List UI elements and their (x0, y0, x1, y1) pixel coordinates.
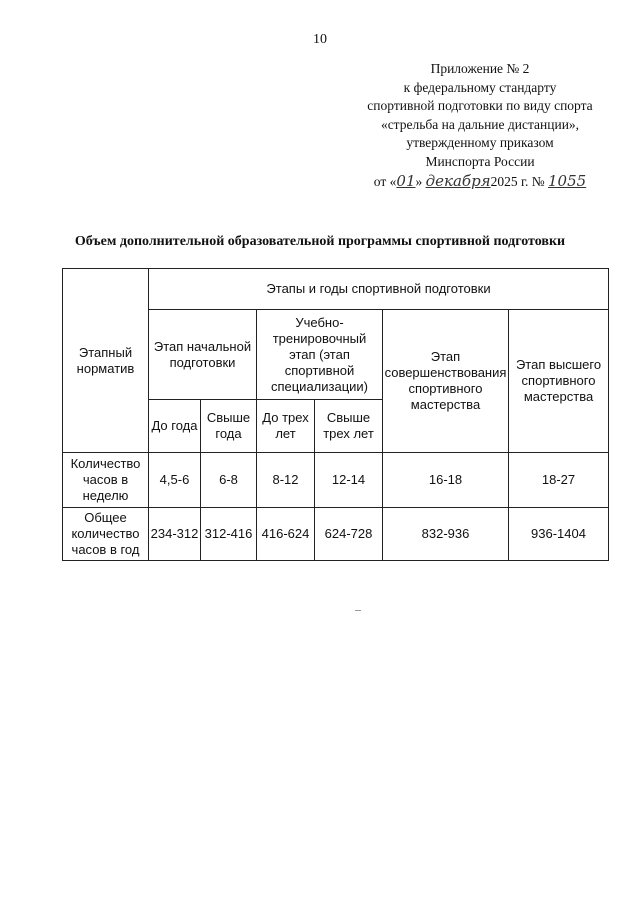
hours-table (62, 268, 609, 561)
date-year: 2025 г. № (490, 173, 545, 189)
appendix-line-3: спортивной подготовки по виду спорта (367, 98, 593, 114)
table-cell: 624-728 (315, 508, 383, 561)
table-cell: 18-27 (509, 453, 609, 508)
table-cell: 16-18 (383, 453, 509, 508)
header-stage-initial: Этап начальной подготовки (149, 310, 257, 400)
table-cell: 936-1404 (509, 508, 609, 561)
page-number: 10 (313, 32, 327, 47)
table-cell: 832-936 (383, 508, 509, 561)
document-title: Объем дополнительной образовательной программы спортивной подготовки (74, 234, 566, 249)
row-label: Общее количество часов в год (63, 508, 149, 561)
appendix-line-5: утвержденному приказом (406, 135, 554, 151)
header-training-over-3: Свыше трех лет (315, 400, 383, 453)
appendix-line-4: «стрельба на дальние дистанции», (380, 116, 580, 132)
row-label: Количество часов в неделю (63, 453, 149, 508)
date-prefix: от « (373, 173, 397, 189)
table-cell: 416-624 (257, 508, 315, 561)
scan-mark (355, 610, 361, 611)
table-row (63, 453, 609, 508)
header-stage-highest: Этап высшего спортивного мастерства (509, 310, 609, 453)
table-cell: 234-312 (149, 508, 201, 561)
table-cell: 12-14 (315, 453, 383, 508)
appendix-line-2: к федеральному стандарту (403, 79, 557, 95)
appendix-line-1: Приложение № 2 (430, 61, 530, 76)
table-cell: 8-12 (257, 453, 315, 508)
handwritten-order-number: 1055 (548, 171, 587, 190)
handwritten-month: декабря (425, 171, 491, 190)
table-cell: 312-416 (201, 508, 257, 561)
appendix-line-6: Минспорта России (425, 153, 535, 169)
header-training-under-3: До трех лет (257, 400, 315, 453)
table-cell: 6-8 (201, 453, 257, 508)
header-norm: Этапный норматив (63, 269, 149, 453)
header-initial-under-year: До года (149, 400, 201, 453)
appendix-header (330, 60, 630, 191)
date-mid: » (415, 173, 423, 189)
header-stage-perfection: Этап совершенствования спортивного мастерства (383, 310, 509, 453)
header-stages-group: Этапы и годы спортивной подготовки (149, 269, 609, 310)
table-cell: 4,5-6 (149, 453, 201, 508)
header-initial-over-year: Свыше года (201, 400, 257, 453)
header-stage-training: Учебно-тренировочный этап (этап спортивной специализации) (257, 310, 383, 400)
table-row (63, 508, 609, 561)
handwritten-day: 01 (396, 171, 416, 190)
appendix-date-line (330, 172, 630, 192)
